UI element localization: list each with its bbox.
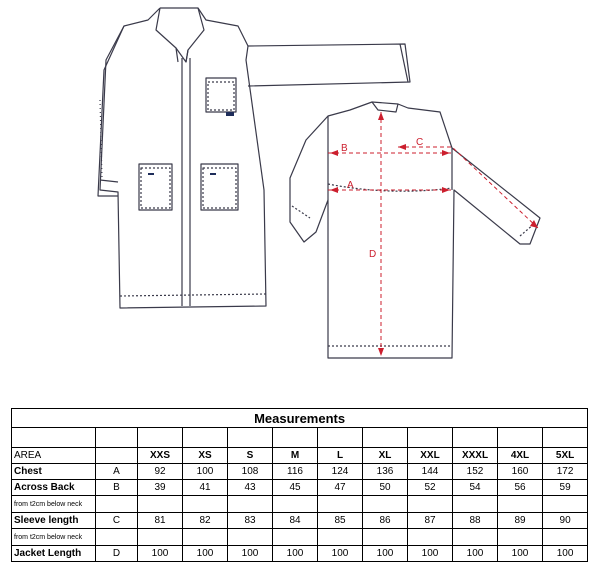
measure-b-label: B	[341, 143, 348, 154]
table-cell: 144	[408, 464, 453, 480]
table-cell: 100	[138, 546, 183, 562]
row-code: B	[96, 480, 138, 496]
table-cell: 85	[318, 513, 363, 529]
area-header: AREA	[12, 448, 96, 464]
table-cell: 90	[543, 513, 588, 529]
table-cell: 100	[183, 464, 228, 480]
table-cell: 88	[453, 513, 498, 529]
table-cell: 83	[228, 513, 273, 529]
measure-c-label: C	[416, 137, 424, 148]
size-header: 4XL	[498, 448, 543, 464]
size-header: XL	[363, 448, 408, 464]
table-cell: 92	[138, 464, 183, 480]
note-row	[12, 496, 588, 513]
row-note: from t2cm below neck	[12, 529, 96, 546]
row-label: Chest	[12, 464, 96, 480]
measure-d-arrowhead	[378, 112, 384, 120]
measure-b-arrowhead	[330, 150, 338, 156]
note-row	[12, 529, 588, 546]
table-cell: 50	[363, 480, 408, 496]
table-cell: 172	[543, 464, 588, 480]
measure-d-arrowhead	[378, 348, 384, 356]
table-cell: 45	[273, 480, 318, 496]
table-cell: 81	[138, 513, 183, 529]
back-coat-drawing	[290, 102, 540, 358]
table-cell: 52	[408, 480, 453, 496]
size-header: S	[228, 448, 273, 464]
front-coat-drawing	[98, 8, 410, 308]
pocket-tag	[148, 173, 154, 175]
table-row-jacket-length	[12, 546, 588, 562]
table-cell: 87	[408, 513, 453, 529]
table-title-row	[12, 409, 588, 428]
table-cell: 136	[363, 464, 408, 480]
size-header: M	[273, 448, 318, 464]
table-row-sleeve-length	[12, 513, 588, 529]
row-code: A	[96, 464, 138, 480]
measure-c-line	[398, 147, 538, 228]
table-title: Measurements	[12, 409, 588, 428]
table-cell: 100	[453, 546, 498, 562]
table-cell: 59	[543, 480, 588, 496]
table-cell: 84	[273, 513, 318, 529]
table-cell: 124	[318, 464, 363, 480]
row-label: Jacket Length	[12, 546, 96, 562]
measure-b-arrowhead	[442, 150, 450, 156]
table-cell: 100	[183, 546, 228, 562]
size-header: XS	[183, 448, 228, 464]
table-cell: 82	[183, 513, 228, 529]
table-cell: 100	[273, 546, 318, 562]
table-cell: 152	[453, 464, 498, 480]
table-cell: 86	[363, 513, 408, 529]
measure-a-arrowhead	[330, 187, 338, 193]
table-cell: 89	[498, 513, 543, 529]
pocket-tag	[210, 173, 216, 175]
table-cell: 160	[498, 464, 543, 480]
size-header-row	[12, 448, 588, 464]
row-label: Sleeve length	[12, 513, 96, 529]
table-cell: 108	[228, 464, 273, 480]
table-cell: 41	[183, 480, 228, 496]
size-header: XXS	[138, 448, 183, 464]
table-row-chest	[12, 464, 588, 480]
size-header: L	[318, 448, 363, 464]
table-cell: 39	[138, 480, 183, 496]
measure-a-label: A	[347, 180, 354, 191]
table-cell: 116	[273, 464, 318, 480]
row-code: C	[96, 513, 138, 529]
table-cell: 100	[318, 546, 363, 562]
measurements-table	[11, 408, 588, 562]
table-cell: 47	[318, 480, 363, 496]
size-header: 5XL	[543, 448, 588, 464]
table-row-across-back	[12, 480, 588, 496]
table-cell: 100	[408, 546, 453, 562]
row-note: from t2cm below neck	[12, 496, 96, 513]
table-cell: 43	[228, 480, 273, 496]
spacer-row	[12, 428, 588, 448]
row-code: D	[96, 546, 138, 562]
row-label: Across Back	[12, 480, 96, 496]
table-cell: 100	[543, 546, 588, 562]
pocket-tag	[226, 112, 234, 116]
size-header: XXL	[408, 448, 453, 464]
measurement-lines	[328, 112, 538, 356]
table-cell: 100	[363, 546, 408, 562]
measure-d-label: D	[369, 249, 377, 260]
table-cell: 100	[228, 546, 273, 562]
table-cell: 100	[498, 546, 543, 562]
measure-c-arrowhead	[398, 144, 406, 150]
size-header: XXXL	[453, 448, 498, 464]
table-cell: 56	[498, 480, 543, 496]
table-cell: 54	[453, 480, 498, 496]
